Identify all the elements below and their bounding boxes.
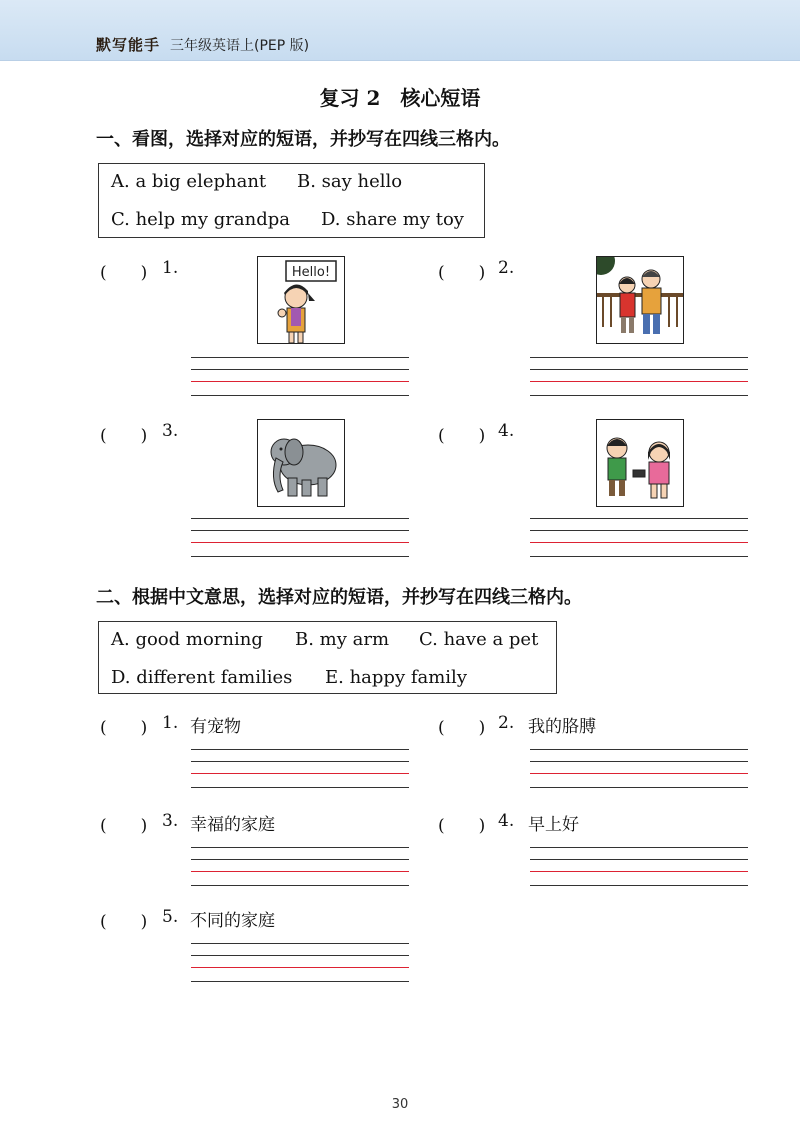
speech-bubble-text: Hello!	[291, 265, 331, 280]
brand-logo: 默写能手	[96, 36, 161, 54]
chinese-prompt: 我的胳膊	[528, 717, 596, 737]
question-number: 3.	[162, 811, 179, 831]
writing-lines[interactable]	[191, 847, 409, 887]
option-d: D. share my toy	[321, 209, 464, 230]
question-number: 1.	[162, 258, 179, 278]
elephant-image	[257, 419, 345, 507]
option-e: E. happy family	[325, 667, 467, 688]
question-number: 2.	[498, 713, 515, 733]
answer-bracket[interactable]: ( )	[100, 263, 148, 283]
chinese-prompt: 早上好	[528, 815, 579, 835]
answer-bracket[interactable]: ( )	[100, 718, 148, 738]
writing-lines[interactable]	[191, 943, 409, 983]
question-number: 3.	[162, 421, 179, 441]
writing-lines[interactable]	[530, 749, 748, 789]
book-title: 三年级英语上(PEP 版)	[170, 38, 310, 54]
option-d: D. different families	[111, 667, 293, 688]
question-number: 4.	[498, 421, 515, 441]
writing-lines[interactable]	[530, 357, 748, 397]
children-sharing-toy-image	[596, 419, 684, 507]
question-number: 4.	[498, 811, 515, 831]
page-number: 30	[391, 1097, 409, 1112]
answer-bracket[interactable]: ( )	[100, 816, 148, 836]
section1-heading: 一、看图，选择对应的短语，并抄写在四线三格内。	[96, 129, 510, 150]
writing-lines[interactable]	[191, 518, 409, 558]
option-c: C. help my grandpa	[111, 209, 291, 230]
writing-lines[interactable]	[530, 847, 748, 887]
option-b: B. say hello	[297, 171, 403, 192]
question-number: 5.	[162, 907, 179, 927]
section1-options-box	[98, 163, 485, 238]
option-a: A. good morning	[111, 629, 263, 650]
option-b: B. my arm	[295, 629, 390, 650]
answer-bracket[interactable]: ( )	[100, 912, 148, 932]
section2-options-box	[98, 621, 557, 694]
girl-saying-hello-image	[257, 256, 345, 344]
chinese-prompt: 幸福的家庭	[190, 815, 275, 835]
question-number: 2.	[498, 258, 515, 278]
answer-bracket[interactable]: ( )	[438, 816, 486, 836]
boy-helping-grandpa-image	[596, 256, 684, 344]
answer-bracket[interactable]: ( )	[100, 426, 148, 446]
option-a: A. a big elephant	[111, 171, 267, 192]
option-c: C. have a pet	[419, 629, 539, 650]
answer-bracket[interactable]: ( )	[438, 426, 486, 446]
chinese-prompt: 有宠物	[190, 717, 241, 737]
question-number: 1.	[162, 713, 179, 733]
section2-heading: 二、根据中文意思，选择对应的短语，并抄写在四线三格内。	[96, 587, 582, 608]
answer-bracket[interactable]: ( )	[438, 263, 486, 283]
writing-lines[interactable]	[530, 518, 748, 558]
lesson-title: 复习 2 核心短语	[319, 86, 481, 110]
writing-lines[interactable]	[191, 749, 409, 789]
writing-lines[interactable]	[191, 357, 409, 397]
chinese-prompt: 不同的家庭	[190, 911, 275, 931]
answer-bracket[interactable]: ( )	[438, 718, 486, 738]
